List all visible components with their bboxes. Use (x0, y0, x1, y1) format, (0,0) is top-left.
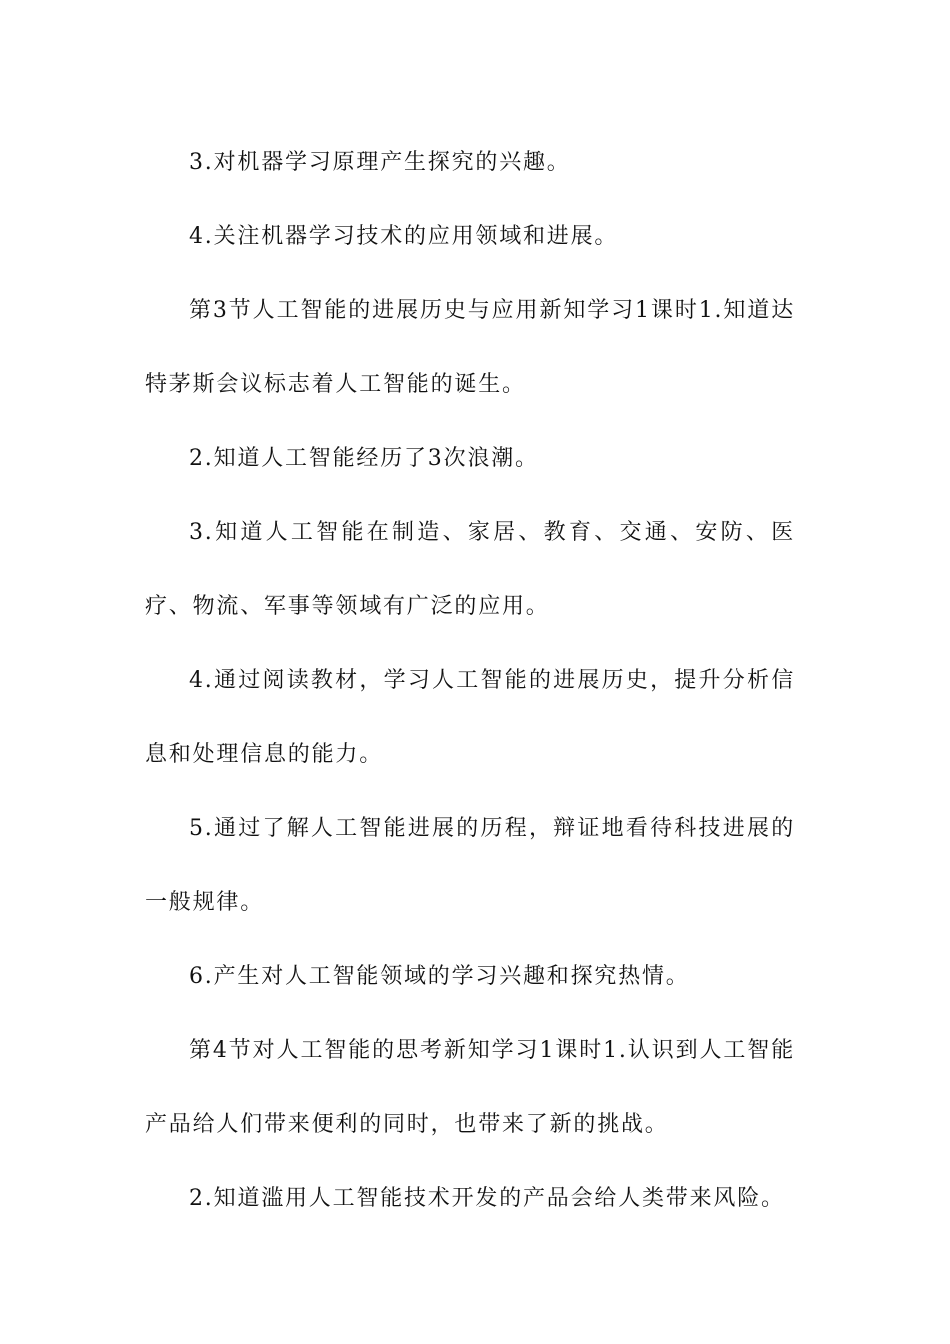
paragraph-ml-applications: 4.关注机器学习技术的应用领域和进展。 (189, 224, 619, 249)
paragraph-ml-interest: 3.对机器学习原理产生探究的兴趣。 (189, 150, 571, 175)
paragraph-dialectical-view: 5.通过了解人工智能进展的历程，辩证地看待科技进展的一般规律。 (145, 816, 795, 915)
paragraph-learning-interest: 6.产生对人工智能领域的学习兴趣和探究热情。 (189, 964, 690, 989)
paragraph-misuse-risk: 2.知道滥用人工智能技术开发的产品会给人类带来风险。 (189, 1186, 785, 1211)
paragraph-section3-history: 第3节人工智能的进展历史与应用新知学习1课时1.知道达特茅斯会议标志着人工智能的诞生。 (145, 298, 795, 397)
paragraph-reading-textbook: 4.通过阅读教材，学习人工智能的进展历史，提升分析信息和处理信息的能力。 (145, 668, 795, 767)
paragraph-section4-thinking: 第4节对人工智能的思考新知学习1课时1.认识到人工智能产品给人们带来便利的同时，也带来了新的挑战。 (145, 1038, 795, 1137)
paragraph-three-waves: 2.知道人工智能经历了3次浪潮。 (189, 446, 539, 471)
document-body (145, 126, 795, 1236)
paragraph-application-fields: 3.知道人工智能在制造、家居、教育、交通、安防、医疗、物流、军事等领域有广泛的应用。 (145, 520, 795, 619)
